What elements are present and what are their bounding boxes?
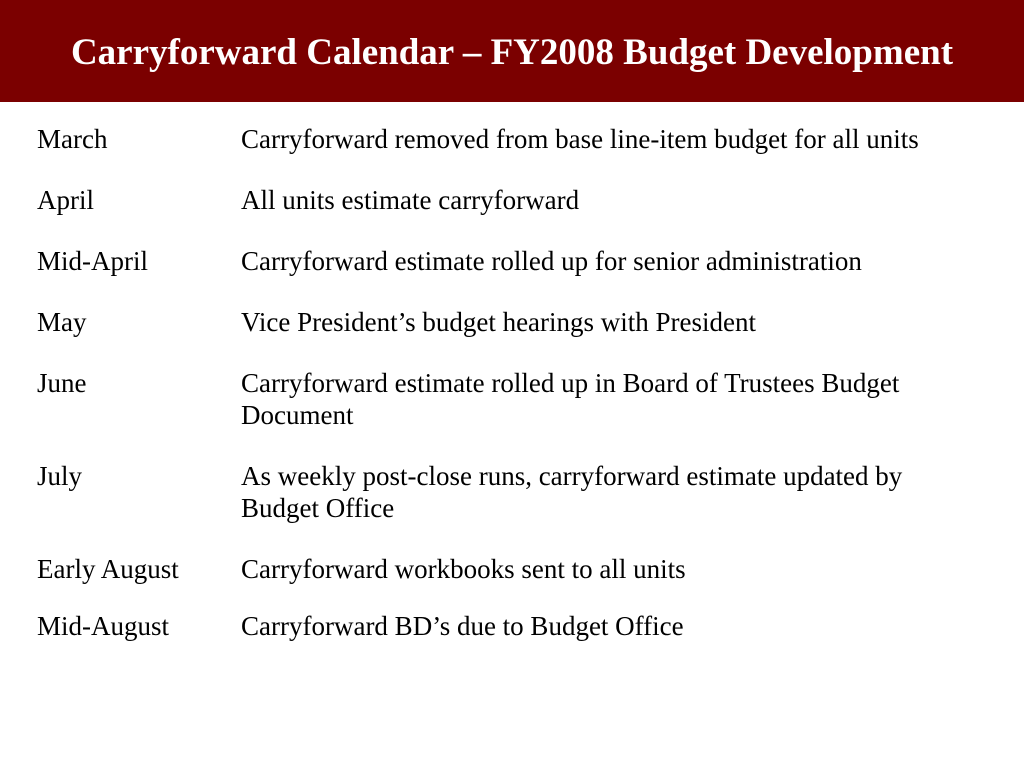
schedule-date: June bbox=[37, 368, 87, 398]
schedule-date: Mid-August bbox=[37, 611, 170, 641]
schedule-activity: As weekly post-close runs, carryforward estimate updated by Budget Office bbox=[241, 461, 903, 523]
schedule-row-june bbox=[37, 367, 997, 431]
schedule-activity: Vice President’s budget hearings with President bbox=[241, 307, 757, 337]
schedule-row-april bbox=[37, 184, 997, 216]
title-bar bbox=[0, 0, 1024, 102]
schedule-activity: Carryforward removed from base line-item budget for all units bbox=[241, 124, 919, 154]
schedule-activity: Carryforward BD’s due to Budget Office bbox=[241, 611, 684, 641]
schedule-row-mid-august bbox=[37, 610, 997, 642]
schedule-row-may bbox=[37, 306, 997, 338]
schedule-row-early-august bbox=[37, 553, 997, 585]
schedule-date: Early August bbox=[37, 554, 179, 584]
schedule-row-july bbox=[37, 460, 997, 524]
slide-title: Carryforward Calendar – FY2008 Budget Development bbox=[70, 31, 954, 73]
schedule-activity: All units estimate carryforward bbox=[241, 185, 580, 215]
schedule-date: July bbox=[37, 461, 83, 491]
schedule-date: March bbox=[37, 124, 108, 154]
schedule-date: April bbox=[37, 185, 94, 215]
schedule-row-march bbox=[37, 123, 997, 155]
schedule-activity: Carryforward workbooks sent to all units bbox=[241, 554, 686, 584]
schedule-activity: Carryforward estimate rolled up for senior administration bbox=[241, 246, 862, 276]
schedule-activity: Carryforward estimate rolled up in Board of Trustees Budget Document bbox=[241, 368, 900, 430]
schedule-date: May bbox=[37, 307, 87, 337]
calendar-schedule bbox=[37, 123, 997, 642]
schedule-date: Mid-April bbox=[37, 246, 148, 276]
schedule-row-mid-april bbox=[37, 245, 997, 277]
